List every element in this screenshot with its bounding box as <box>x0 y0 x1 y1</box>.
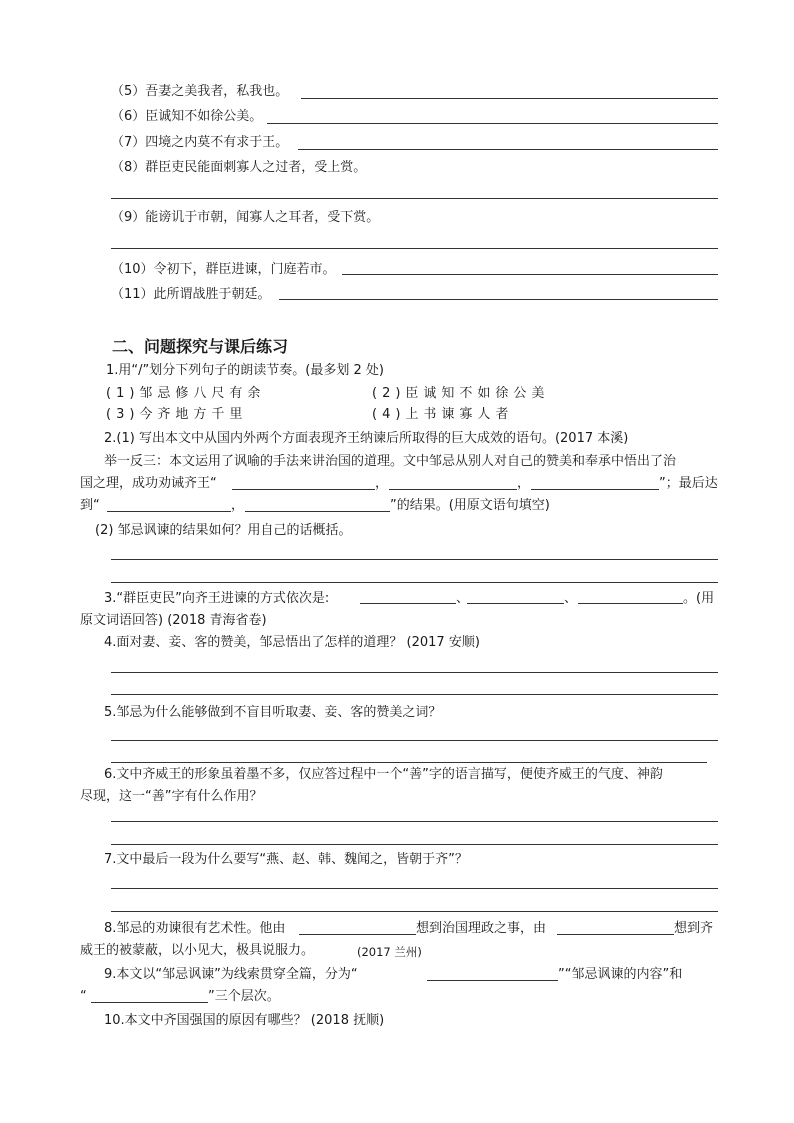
q4-answer-line-1[interactable] <box>111 672 718 673</box>
q1-sentence-1: (1)邹忌修八尺有余 <box>106 386 266 401</box>
q4-answer-line-2[interactable] <box>111 694 718 695</box>
q6-text-line1: 6.文中齐威王的形象虽着墨不多，仅应答过程中一个“善”字的语言描写，便使齐威王的气度、神韵 <box>104 767 663 782</box>
answer-line-6[interactable] <box>267 123 718 124</box>
q8-text-b: 想到治国理政之事，由 <box>416 921 547 936</box>
answer-line-7[interactable] <box>298 149 718 150</box>
item-7-text: （7）四境之内莫不有求于王。 <box>111 135 289 150</box>
q2-extension-line3-end: ”的结果。(用原文语句填空) <box>390 498 550 513</box>
q9-blank-2[interactable] <box>91 1002 208 1003</box>
q9-text-c: “ <box>80 989 87 1004</box>
q2-blank-2[interactable] <box>389 489 517 490</box>
q8-source: (2017 兰州) <box>357 945 422 959</box>
q6-answer-line-1[interactable] <box>111 821 718 822</box>
q2-blank-3[interactable] <box>531 489 659 490</box>
q6-answer-line-2[interactable] <box>111 844 718 845</box>
q5-text: 5.邹忌为什么能够做到不盲目听取妻、妾、客的赞美之词？ <box>104 705 442 720</box>
item-6-text: （6）臣诚知不如徐公美。 <box>111 109 263 124</box>
q7-answer-line-1[interactable] <box>111 888 718 889</box>
answer-line-9[interactable] <box>111 248 718 249</box>
q1-sentence-4: (4)上书谏寡人者 <box>372 407 514 422</box>
item-10-text: （10）令初下，群臣进谏，门庭若市。 <box>111 262 336 277</box>
q2-text: 2.(1) 写出本文中从国内外两个方面表现齐王纳谏后所取得的巨大成效的语句。(2017 本溪) <box>104 431 629 446</box>
item-11-text: （11）此所谓战胜于朝廷。 <box>111 287 271 302</box>
q9-text-d: ”三个层次。 <box>208 989 280 1004</box>
answer-line-10[interactable] <box>342 274 718 275</box>
q2-part2-text: (2) 邹忌讽谏的结果如何？用自己的话概括。 <box>95 523 352 538</box>
q2-blank-1[interactable] <box>232 489 375 490</box>
q8-text-c: 想到齐 <box>674 921 714 936</box>
q2-comma-2: ， <box>517 476 531 491</box>
q2-answer-line-2[interactable] <box>111 582 718 583</box>
q8-blank-1[interactable] <box>299 934 416 935</box>
q9-text-b: ”“邹忌讽谏的内容”和 <box>558 967 683 982</box>
q8-blank-2[interactable] <box>557 934 674 935</box>
item-9-text: （9）能谤讥于市朝，闻寡人之耳者，受下赏。 <box>111 210 380 225</box>
q3-suffix: 。(用 <box>683 591 715 606</box>
q3-sep-1: 、 <box>456 591 470 606</box>
q2-extension-line2-start: 国之理，成功劝诫齐王“ <box>80 476 217 491</box>
q1-sentence-2: (2)臣诚知不如徐公美 <box>372 386 550 401</box>
q1-text: 1.用“/”划分下列句子的朗读节奏。(最多划 2 处) <box>106 363 384 378</box>
answer-line-11[interactable] <box>279 299 718 300</box>
q2-comma-1: ， <box>375 476 389 491</box>
q2-extension-line3-start: 到“ <box>80 498 100 513</box>
q3-blank-3[interactable] <box>578 603 683 604</box>
item-5-text: （5）吾妻之美我者，私我也。 <box>111 84 289 99</box>
q9-blank-1[interactable] <box>427 980 558 981</box>
q8-text-a: 8.邹忌的劝谏很有艺术性。他由 <box>104 921 286 936</box>
q8-text-line2: 威王的被蒙蔽，以小见大，极具说服力。 <box>80 943 315 958</box>
q2-blank-5[interactable] <box>245 511 390 512</box>
q10-text: 10.本文中齐国强国的原因有哪些？ (2018 抚顺) <box>104 1013 385 1028</box>
q7-text: 7.文中最后一段为什么要写“燕、赵、韩、魏闻之，皆朝于齐”？ <box>104 852 468 867</box>
q3-line2: 原文词语回答) (2018 青海省卷) <box>80 613 267 628</box>
q5-answer-line-1[interactable] <box>111 740 718 741</box>
section-title: 二、问题探究与课后练习 <box>112 337 289 356</box>
q1-sentence-3: (3)今齐地方千里 <box>106 407 248 422</box>
q4-text: 4.面对妻、妾、客的赞美，邹忌悟出了怎样的道理？ (2017 安顺) <box>104 635 480 650</box>
q3-sep-2: 、 <box>564 591 578 606</box>
answer-line-8[interactable] <box>111 198 718 199</box>
q9-text-a: 9.本文以“邹忌讽谏”为线索贯穿全篇，分为“ <box>104 967 358 982</box>
q2-comma-3: ， <box>231 498 245 513</box>
q2-blank-4[interactable] <box>107 511 231 512</box>
q2-extension-line2-end: ”；最后达 <box>659 476 718 491</box>
q3-text: 3.“群臣吏民”向齐王进谏的方式依次是: <box>104 591 330 606</box>
q3-blank-2[interactable] <box>467 603 564 604</box>
q3-blank-1[interactable] <box>360 603 456 604</box>
q2-extension-line1: 举一反三：本文运用了讽喻的手法来讲治国的道理。文中邹忌从别人对自己的赞美和奉承中悟出了治 <box>104 454 677 469</box>
q5-answer-line-2[interactable] <box>111 762 707 763</box>
q2-answer-line-1[interactable] <box>111 559 718 560</box>
item-8-text: （8）群臣吏民能面刺寡人之过者，受上赏。 <box>111 160 367 175</box>
answer-line-5[interactable] <box>301 98 718 99</box>
q6-text-line2: 尽现，这一“善”字有什么作用？ <box>80 789 263 804</box>
q7-answer-line-2[interactable] <box>111 911 718 912</box>
